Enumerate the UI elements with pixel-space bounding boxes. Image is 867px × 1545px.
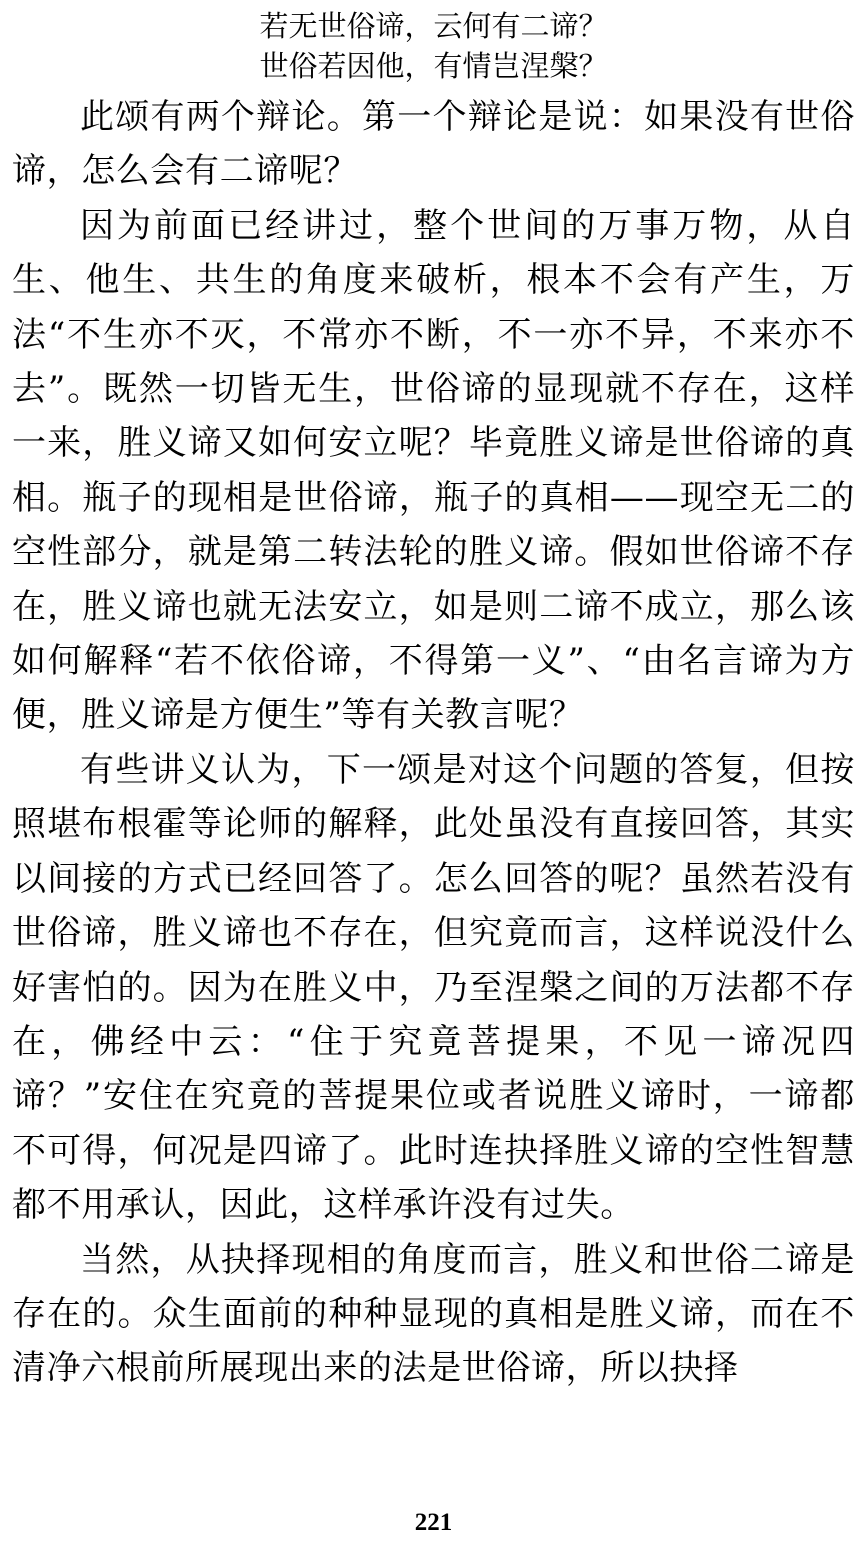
paragraph-1: 此颂有两个辩论。第一个辩论是说：如果没有世俗谛，怎么会有二谛呢？ xyxy=(12,97,855,192)
verse-line-2: 世俗若因他，有情岂涅槃？ xyxy=(259,49,608,83)
paragraph-3: 有些讲义认为，下一颂是对这个问题的答复，但按照堪布根霍等论师的解释，此处虽没有直接回答，其实以间接的方式已经回答了。怎么回答的呢？虽然若没有世俗谛，胜义谛也不存在，但究竟而言，这样说没什么好害怕的。因为在胜义中，乃至涅槃之间的万法都不存在，佛经中云：“住于究竟菩提果，不见一谛况四谛？”安住在究竟的菩提果位或者说胜义谛时，一谛都不可得，何况是四谛了。此时连抉择胜义谛的空性智慧都不用承认，因此，这样承许没有过失。 xyxy=(12,749,855,1226)
verse-line-1: 若无世俗谛，云何有二谛？ xyxy=(259,9,608,43)
paragraph-4: 当然，从抉择现相的角度而言，胜义和世俗二谛是存在的。众生面前的种种显现的真相是胜义谛，而在不清净六根前所展现出来的法是世俗谛，所以抉择 xyxy=(12,1239,855,1389)
body-text xyxy=(12,90,855,1396)
verse-block xyxy=(12,0,855,86)
page-number: 221 xyxy=(414,1509,453,1536)
paragraph-2: 因为前面已经讲过，整个世间的万事万物，从自生、他生、共生的角度来破析，根本不会有产生，万法“不生亦不灭，不常亦不断，不一亦不异，不来亦不去”。既然一切皆无生，世俗谛的显现就不存在，这样一来，胜义谛又如何安立呢？毕竟胜义谛是世俗谛的真相。瓶子的现相是世俗谛，瓶子的真相——现空无二的空性部分，就是第二转法轮的胜义谛。假如世俗谛不存在，胜义谛也就无法安立，如是则二谛不成立，那么该如何解释“若不依俗谛，不得第一义”、“由名言谛为方便，胜义谛是方便生”等有关教言呢？ xyxy=(12,205,855,736)
